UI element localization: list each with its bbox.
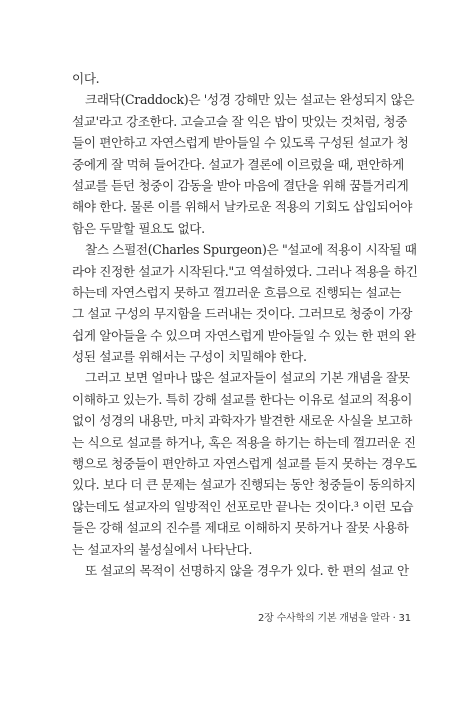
text-line: 는 설교자의 불성실에서 나타난다. — [72, 541, 253, 557]
text-line: 그 설교 구성의 무지함을 드러내는 것이다. 그러므로 청중이 가장 — [72, 306, 413, 322]
text-line: 없이 성경의 내용만, 마치 과학자가 발견한 새로운 사실을 보고하 — [72, 413, 413, 429]
text-line: 이다. — [72, 71, 100, 86]
text-line: 크래닥(Craddock)은 '성경 강해만 있는 설교는 완성되지 않은 — [85, 92, 415, 108]
text-line: 설교'라고 강조한다. 고슬고슬 잘 익은 밥이 맛있는 것처럼, 청중 — [72, 113, 408, 129]
body-text — [72, 68, 418, 581]
text-line: 함은 두말할 필요도 없다. — [72, 220, 205, 236]
text-line: 중에게 잘 먹혀 들어간다. 설교가 결론에 이르렀을 때, 편안하게 — [72, 156, 404, 172]
page-footer: 2장 수사학의 기본 개념을 알라 · 31 — [258, 613, 411, 624]
text-line: 않는데도 설교자의 일방적인 선포로만 끝나는 것이다.³ 이런 모습 — [72, 498, 414, 514]
text-line: 설교를 듣던 청중이 감동을 받아 마음에 결단을 위해 꿈틀거리게 — [72, 177, 409, 193]
text-line: 들은 강해 설교의 진수를 제대로 이해하지 못하거나 잘못 사용하 — [72, 520, 409, 536]
text-line: 찰스 스펄전(Charles Spurgeon)은 "설교에 적용이 시작될 때 — [85, 242, 417, 258]
text-line: 해야 한다. 물론 이를 위해서 날카로운 적용의 기회도 삽입되어야 — [72, 199, 413, 215]
text-line: 하는데 자연스럽지 못하고 껄끄러운 흐름으로 진행되는 설교는 — [72, 284, 402, 300]
text-line: 또 설교의 목적이 선명하지 않을 경우가 있다. 한 편의 설교 안 — [85, 562, 409, 578]
text-line: 쉽게 알아들을 수 있으며 자연스럽게 받아들일 수 있는 한 편의 완 — [72, 327, 416, 343]
text-line: 들이 편안하고 자연스럽게 받아들일 수 있도록 구성된 설교가 청 — [72, 135, 409, 151]
text-line: 행으로 청중들이 편안하고 자연스럽게 설교를 듣지 못하는 경우도 — [72, 456, 417, 472]
text-line: 이해하고 있는가. 특히 강해 설교를 한다는 이유로 설교의 적용이 — [72, 391, 413, 407]
text-line: 그러고 보면 얼마나 많은 설교자들이 설교의 기본 개념을 잘못 — [85, 370, 410, 386]
text-line: 성된 설교를 위해서는 구성이 치밀해야 한다. — [72, 349, 307, 365]
text-line: 라야 진정한 설교가 시작된다."고 역설하였다. 그러나 적용을 하긴 — [72, 263, 418, 279]
text-line: 는 식으로 설교를 하거나, 혹은 적용을 하기는 하는데 껄끄러운 진 — [72, 434, 416, 450]
text-line: 있다. 보다 더 큰 문제는 설교가 진행되는 동안 청중들이 동의하지 — [72, 477, 416, 493]
